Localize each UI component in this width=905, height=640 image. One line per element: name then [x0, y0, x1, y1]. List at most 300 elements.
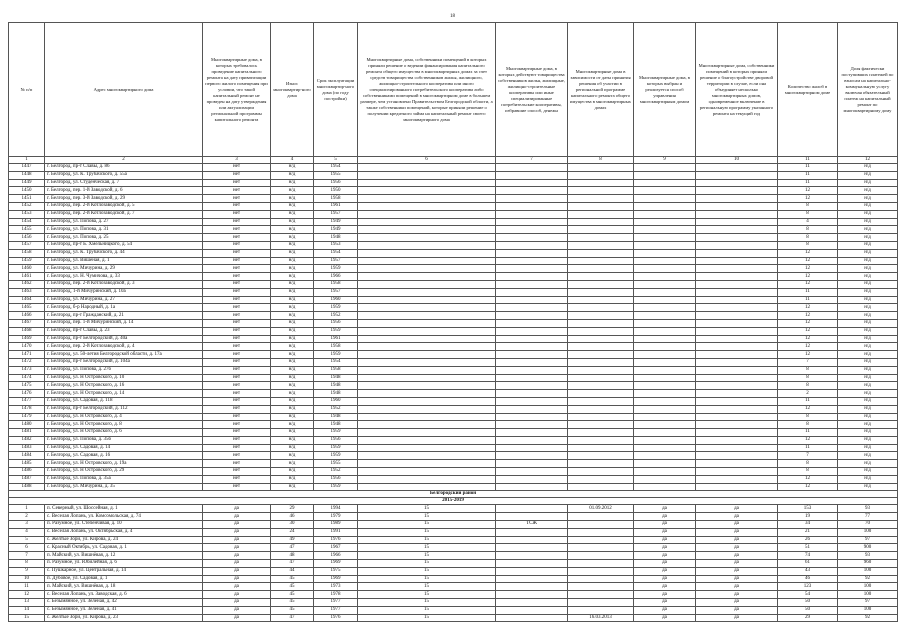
header-cell: Срок эксплуатации многоквартир-ного дома (по году постройки)	[314, 23, 358, 157]
table-cell: г. Белгород, б-р Народный, д. 1а	[45, 304, 203, 312]
table-cell: 1485	[9, 460, 45, 468]
table-cell	[496, 475, 568, 483]
table-cell	[496, 288, 568, 296]
table-cell: н/д	[838, 202, 898, 210]
table-cell: н/д	[271, 374, 314, 382]
table-cell: нет	[203, 382, 271, 390]
table-cell: 11	[778, 397, 838, 405]
table-cell	[496, 468, 568, 476]
table-cell	[358, 218, 496, 226]
table-row	[9, 483, 898, 491]
table-cell	[634, 187, 696, 195]
table-cell: нет	[203, 444, 271, 452]
table-cell: 11	[778, 296, 838, 304]
table-cell: 1453	[9, 210, 45, 218]
table-row	[9, 397, 898, 405]
table-cell: 16.03.2013	[568, 614, 634, 622]
table-cell	[696, 452, 778, 460]
table-cell: 15	[358, 528, 496, 536]
table-cell	[568, 436, 634, 444]
table-cell: н/д	[838, 436, 898, 444]
table-cell: н/д	[271, 382, 314, 390]
table-cell	[496, 390, 568, 398]
table-cell	[568, 468, 634, 476]
table-cell: да	[696, 575, 778, 583]
table-cell: да	[634, 567, 696, 575]
table-cell	[696, 234, 778, 242]
table-cell: 1448	[9, 171, 45, 179]
table-cell	[696, 187, 778, 195]
table-cell: н/д	[838, 241, 898, 249]
table-cell	[358, 382, 496, 390]
table-cell: 11	[9, 583, 45, 591]
header-cell: Многоквартирные дома, в которых выбран и реализуется способ управления многоквартирным домом	[634, 23, 696, 157]
table-cell: 1956	[314, 475, 358, 483]
table-cell	[568, 265, 634, 273]
table-cell: 100	[838, 528, 898, 536]
table-cell: нет	[203, 483, 271, 491]
table-cell: г. Белгород, пр-т Белгородский, д. 40а	[45, 335, 203, 343]
table-cell: да	[696, 606, 778, 614]
table-cell: 29	[271, 505, 314, 513]
table-cell: 34	[778, 521, 838, 529]
table-cell: 47	[271, 544, 314, 552]
table-cell: 12	[778, 475, 838, 483]
table-cell	[496, 234, 568, 242]
table-cell: 12	[778, 312, 838, 320]
table-cell: н/д	[271, 226, 314, 234]
header-cell: Многоквартирные дома в зависимости от даты принятия решения об участии в региональной программе капитального ремонта общего имущества в многоквартирных домах	[568, 23, 634, 157]
table-cell: нет	[203, 351, 271, 359]
table-cell: 2	[778, 390, 838, 398]
table-cell	[358, 436, 496, 444]
table-cell	[358, 397, 496, 405]
table-cell: г. Белгород, ул. Н Островского, д. 8	[45, 421, 203, 429]
table-cell: г. Белгород, пер. 2-й Котлозаводской, д. 7	[45, 210, 203, 218]
table-cell: 153	[778, 505, 838, 513]
table-cell	[568, 319, 634, 327]
table-cell: 3	[203, 157, 271, 164]
table-cell: 1471	[9, 351, 45, 359]
table-cell	[568, 296, 634, 304]
header-row	[9, 23, 898, 157]
table-cell	[634, 226, 696, 234]
table-cell: н/д	[271, 452, 314, 460]
table-cell: нет	[203, 273, 271, 281]
table-cell	[496, 202, 568, 210]
table-cell: да	[634, 513, 696, 521]
table-cell: нет	[203, 249, 271, 257]
table-cell	[696, 304, 778, 312]
table-cell: г. Белгород, ул. Н Островского, д. 16	[45, 382, 203, 390]
table-cell: 15	[358, 614, 496, 622]
table-cell	[568, 187, 634, 195]
table-cell	[634, 265, 696, 273]
table-cell: 12	[778, 257, 838, 265]
table-cell	[696, 288, 778, 296]
table-cell: н/д	[838, 405, 898, 413]
table-cell	[496, 614, 568, 622]
table-cell	[358, 210, 496, 218]
table-cell: н/д	[838, 483, 898, 491]
table-cell: 100	[838, 591, 898, 599]
table-cell: 8	[778, 241, 838, 249]
table-cell	[634, 319, 696, 327]
table-cell: 7	[778, 452, 838, 460]
table-cell: с. Веселая Лопань, ул. Заводская, д. 6	[45, 591, 203, 599]
table-cell	[358, 475, 496, 483]
table-cell: 1953	[314, 241, 358, 249]
table-cell: да	[203, 521, 271, 529]
table-cell: н/д	[271, 195, 314, 203]
table-cell: 1952	[314, 405, 358, 413]
table-cell	[358, 390, 496, 398]
table-cell: 11	[778, 179, 838, 187]
table-cell	[634, 390, 696, 398]
table-cell: да	[203, 614, 271, 622]
table-cell: н/д	[271, 304, 314, 312]
table-cell: н/д	[838, 374, 898, 382]
table-cell: 1959	[314, 304, 358, 312]
table-cell	[358, 179, 496, 187]
table-cell: н/д	[271, 164, 314, 172]
table-cell	[496, 505, 568, 513]
table-cell	[358, 164, 496, 172]
table-cell: нет	[203, 390, 271, 398]
table-cell: 1948	[314, 234, 358, 242]
table-cell: 1486	[9, 468, 45, 476]
table-cell: да	[203, 544, 271, 552]
header-cell: Многоквартирные дома, собственники помещений в которых приняли решение о ведении финансирования капитального ремонта общего имущества в многоквартирных домах за счет средств товарищества собственников жилья, жилищного, жилищно-строительного кооператива или иного специализированного потребительского кооператива либо собственниками помещений в многоквартирном доме в большем размере, чем установлено Правительством Белгородской области, а также собственники помещений, которые приняли решение о получении кредитного займа на капитальный ремонт своего многоквартирного дома	[358, 23, 496, 157]
table-cell: 46	[271, 513, 314, 521]
table-cell: 48	[271, 552, 314, 560]
table-cell: нет	[203, 468, 271, 476]
table-cell: 11	[778, 444, 838, 452]
table-cell: 15	[358, 521, 496, 529]
table-cell: 12	[778, 249, 838, 257]
header-cell: Адрес многоквартирного дома	[45, 23, 203, 157]
table-cell: н/д	[271, 296, 314, 304]
table-cell	[634, 257, 696, 265]
table-cell: 8	[778, 460, 838, 468]
table-cell: п. Разумное, ул. Юбилейная, д. 6	[45, 560, 203, 568]
table-cell: 8	[778, 210, 838, 218]
table-cell: 1460	[9, 265, 45, 273]
table-cell: г. Белгород, ул. Мичурина, д. 35	[45, 483, 203, 491]
table-cell: н/д	[838, 171, 898, 179]
table-cell: г. Белгород, пр-т Славы, д. 23	[45, 327, 203, 335]
table-cell: н/д	[838, 382, 898, 390]
table-cell: 1958	[314, 280, 358, 288]
table-cell: н/д	[838, 280, 898, 288]
table-cell: 1463	[9, 288, 45, 296]
table-row	[9, 560, 898, 568]
table-cell: да	[203, 536, 271, 544]
table-row	[9, 296, 898, 304]
table-cell: 2015-2019	[9, 498, 898, 505]
table-cell: 1488	[9, 483, 45, 491]
table-cell: 1948	[314, 421, 358, 429]
table-cell: 1959	[314, 351, 358, 359]
table-cell: 8	[778, 226, 838, 234]
table-row	[9, 436, 898, 444]
table-cell: 1957	[314, 257, 358, 265]
header-cell: Износ многоквартир-ного дома	[271, 23, 314, 157]
table-cell: 11	[778, 164, 838, 172]
table-cell: п. Дубовое, ул. Садовая, д. 1	[45, 575, 203, 583]
table-cell	[696, 249, 778, 257]
table-row	[9, 382, 898, 390]
table-row	[9, 599, 898, 607]
table-cell: 21	[778, 528, 838, 536]
table-cell	[568, 241, 634, 249]
table-cell	[496, 241, 568, 249]
table-cell	[358, 358, 496, 366]
table-cell: нет	[203, 397, 271, 405]
table-cell	[496, 560, 568, 568]
table-cell	[568, 475, 634, 483]
table-cell	[496, 187, 568, 195]
table-cell: н/д	[271, 288, 314, 296]
table-cell	[496, 552, 568, 560]
table-cell: 1472	[9, 358, 45, 366]
table-cell: н/д	[838, 452, 898, 460]
table-cell	[496, 296, 568, 304]
table-cell: 15	[358, 544, 496, 552]
table-cell	[568, 343, 634, 351]
table-cell: 1958	[314, 366, 358, 374]
table-cell: 1452	[9, 202, 45, 210]
table-cell: да	[634, 575, 696, 583]
table-cell: нет	[203, 171, 271, 179]
table-cell: г. Белгород, ул. Н Островского, д. 4	[45, 413, 203, 421]
table-cell: 93	[838, 505, 898, 513]
table-cell	[568, 413, 634, 421]
table-cell: да	[634, 591, 696, 599]
table-cell: н/д	[271, 444, 314, 452]
table-cell: 54	[778, 591, 838, 599]
table-cell: нет	[203, 452, 271, 460]
table-cell	[358, 304, 496, 312]
table-cell: 1480	[9, 421, 45, 429]
table-cell	[568, 460, 634, 468]
table-cell	[634, 312, 696, 320]
table-cell: 1469	[9, 335, 45, 343]
table-cell: да	[634, 528, 696, 536]
table-cell	[568, 452, 634, 460]
table-cell	[358, 234, 496, 242]
table-row	[9, 374, 898, 382]
table-row	[9, 591, 898, 599]
table-cell	[496, 575, 568, 583]
table-cell	[696, 374, 778, 382]
table-cell	[358, 452, 496, 460]
table-cell: 45	[271, 591, 314, 599]
table-row	[9, 257, 898, 265]
table-cell	[568, 273, 634, 281]
table-cell	[568, 164, 634, 172]
table-row	[9, 421, 898, 429]
table-cell: г. Белгород, пер. 1-й Мичуринский, д. 14	[45, 319, 203, 327]
table-cell: 15	[358, 599, 496, 607]
table-row	[9, 343, 898, 351]
table-cell	[568, 513, 634, 521]
table-row	[9, 179, 898, 187]
table-cell	[496, 280, 568, 288]
table-cell	[568, 397, 634, 405]
table-row	[9, 444, 898, 452]
table-cell: н/д	[271, 358, 314, 366]
table-cell: 1475	[9, 382, 45, 390]
table-cell	[568, 374, 634, 382]
table-cell: н/д	[838, 390, 898, 398]
table-cell: 30	[271, 521, 314, 529]
table-cell: н/д	[271, 475, 314, 483]
table-cell: 1949	[314, 218, 358, 226]
table-cell: 15	[358, 575, 496, 583]
table-cell: да	[696, 544, 778, 552]
table-cell: 15	[358, 536, 496, 544]
table-cell	[634, 351, 696, 359]
table-cell	[568, 335, 634, 343]
table-cell: н/д	[838, 319, 898, 327]
table-row	[9, 405, 898, 413]
table-cell: 1969	[314, 575, 358, 583]
table-cell	[496, 358, 568, 366]
table-cell: нет	[203, 257, 271, 265]
table-cell: 1954	[314, 249, 358, 257]
table-cell: с. Пушкарное, ул. Центральная, д. 14	[45, 567, 203, 575]
table-cell: нет	[203, 202, 271, 210]
table-cell: 100	[838, 583, 898, 591]
table-cell: да	[634, 583, 696, 591]
table-cell	[358, 468, 496, 476]
table-cell	[568, 575, 634, 583]
table-cell	[358, 483, 496, 491]
table-cell: 12	[778, 195, 838, 203]
table-cell	[568, 552, 634, 560]
table-row	[9, 319, 898, 327]
table-cell	[696, 405, 778, 413]
table-cell: 1959	[314, 452, 358, 460]
table-cell: 1470	[9, 343, 45, 351]
table-cell	[568, 195, 634, 203]
table-cell	[568, 536, 634, 544]
table-cell: 8	[778, 413, 838, 421]
table-cell: н/д	[838, 351, 898, 359]
table-cell: 1975	[314, 567, 358, 575]
table-cell: нет	[203, 241, 271, 249]
table-cell: н/д	[838, 460, 898, 468]
table-cell: 92	[838, 575, 898, 583]
table-cell: 1967	[314, 544, 358, 552]
table-cell: н/д	[838, 358, 898, 366]
table-cell: н/д	[271, 218, 314, 226]
capital-repair-table	[8, 22, 898, 622]
table-cell	[568, 280, 634, 288]
table-cell: 1449	[9, 179, 45, 187]
table-row	[9, 202, 898, 210]
table-cell: 100	[838, 606, 898, 614]
table-cell: 1456	[9, 234, 45, 242]
table-cell: нет	[203, 343, 271, 351]
table-cell	[568, 528, 634, 536]
table-cell: 8	[778, 374, 838, 382]
table-cell	[568, 226, 634, 234]
table-cell: 1465	[9, 304, 45, 312]
table-cell: н/д	[271, 265, 314, 273]
table-cell: г. Белгород, ул. Попова, д. 31	[45, 226, 203, 234]
table-cell: нет	[203, 210, 271, 218]
table-cell	[496, 273, 568, 281]
table-cell: н/д	[271, 421, 314, 429]
table-cell	[696, 319, 778, 327]
table-cell: н/д	[838, 413, 898, 421]
table-cell	[496, 218, 568, 226]
table-cell: 1957	[314, 288, 358, 296]
table-cell: н/д	[838, 226, 898, 234]
table-cell: нет	[203, 475, 271, 483]
table-cell: 45	[271, 575, 314, 583]
table-cell: да	[203, 528, 271, 536]
table-cell	[496, 460, 568, 468]
section-heading-row	[9, 491, 898, 498]
table-cell: да	[634, 505, 696, 513]
table-body	[9, 157, 898, 622]
table-cell: г. Белгород, ул. Мичурина, д. 27	[45, 296, 203, 304]
table-cell: 45	[271, 606, 314, 614]
table-cell	[568, 483, 634, 491]
table-cell: н/д	[271, 171, 314, 179]
table-cell: н/д	[271, 366, 314, 374]
table-cell	[696, 468, 778, 476]
table-cell	[358, 312, 496, 320]
table-cell: нет	[203, 327, 271, 335]
table-cell: нет	[203, 312, 271, 320]
table-cell	[496, 397, 568, 405]
table-cell: 15	[358, 567, 496, 575]
table-cell: г. Белгород, ул. Садовая, д. 14	[45, 444, 203, 452]
table-cell: 24	[271, 528, 314, 536]
table-cell	[568, 210, 634, 218]
table-cell	[696, 164, 778, 172]
table-row	[9, 249, 898, 257]
table-cell: г. Белгород, пр-т Б. Хмельницкого, д. 54	[45, 241, 203, 249]
table-cell: н/д	[271, 319, 314, 327]
table-row	[9, 218, 898, 226]
table-cell: 1977	[314, 606, 358, 614]
table-cell: 1960	[314, 296, 358, 304]
table-cell: нет	[203, 226, 271, 234]
table-cell: н/д	[838, 273, 898, 281]
column-number-row	[9, 157, 898, 164]
table-cell: 15	[358, 505, 496, 513]
table-cell: 12	[778, 405, 838, 413]
table-cell	[358, 249, 496, 257]
table-cell: г. Белгород, ул. Вишёная, д. 1	[45, 257, 203, 265]
table-row	[9, 335, 898, 343]
table-cell: 1451	[9, 195, 45, 203]
table-cell	[496, 171, 568, 179]
table-row	[9, 475, 898, 483]
table-cell: н/д	[838, 179, 898, 187]
table-cell	[696, 210, 778, 218]
table-cell	[358, 429, 496, 437]
table-cell: 1948	[314, 382, 358, 390]
table-cell: 12	[778, 343, 838, 351]
table-cell: да	[696, 583, 778, 591]
table-cell: нет	[203, 296, 271, 304]
